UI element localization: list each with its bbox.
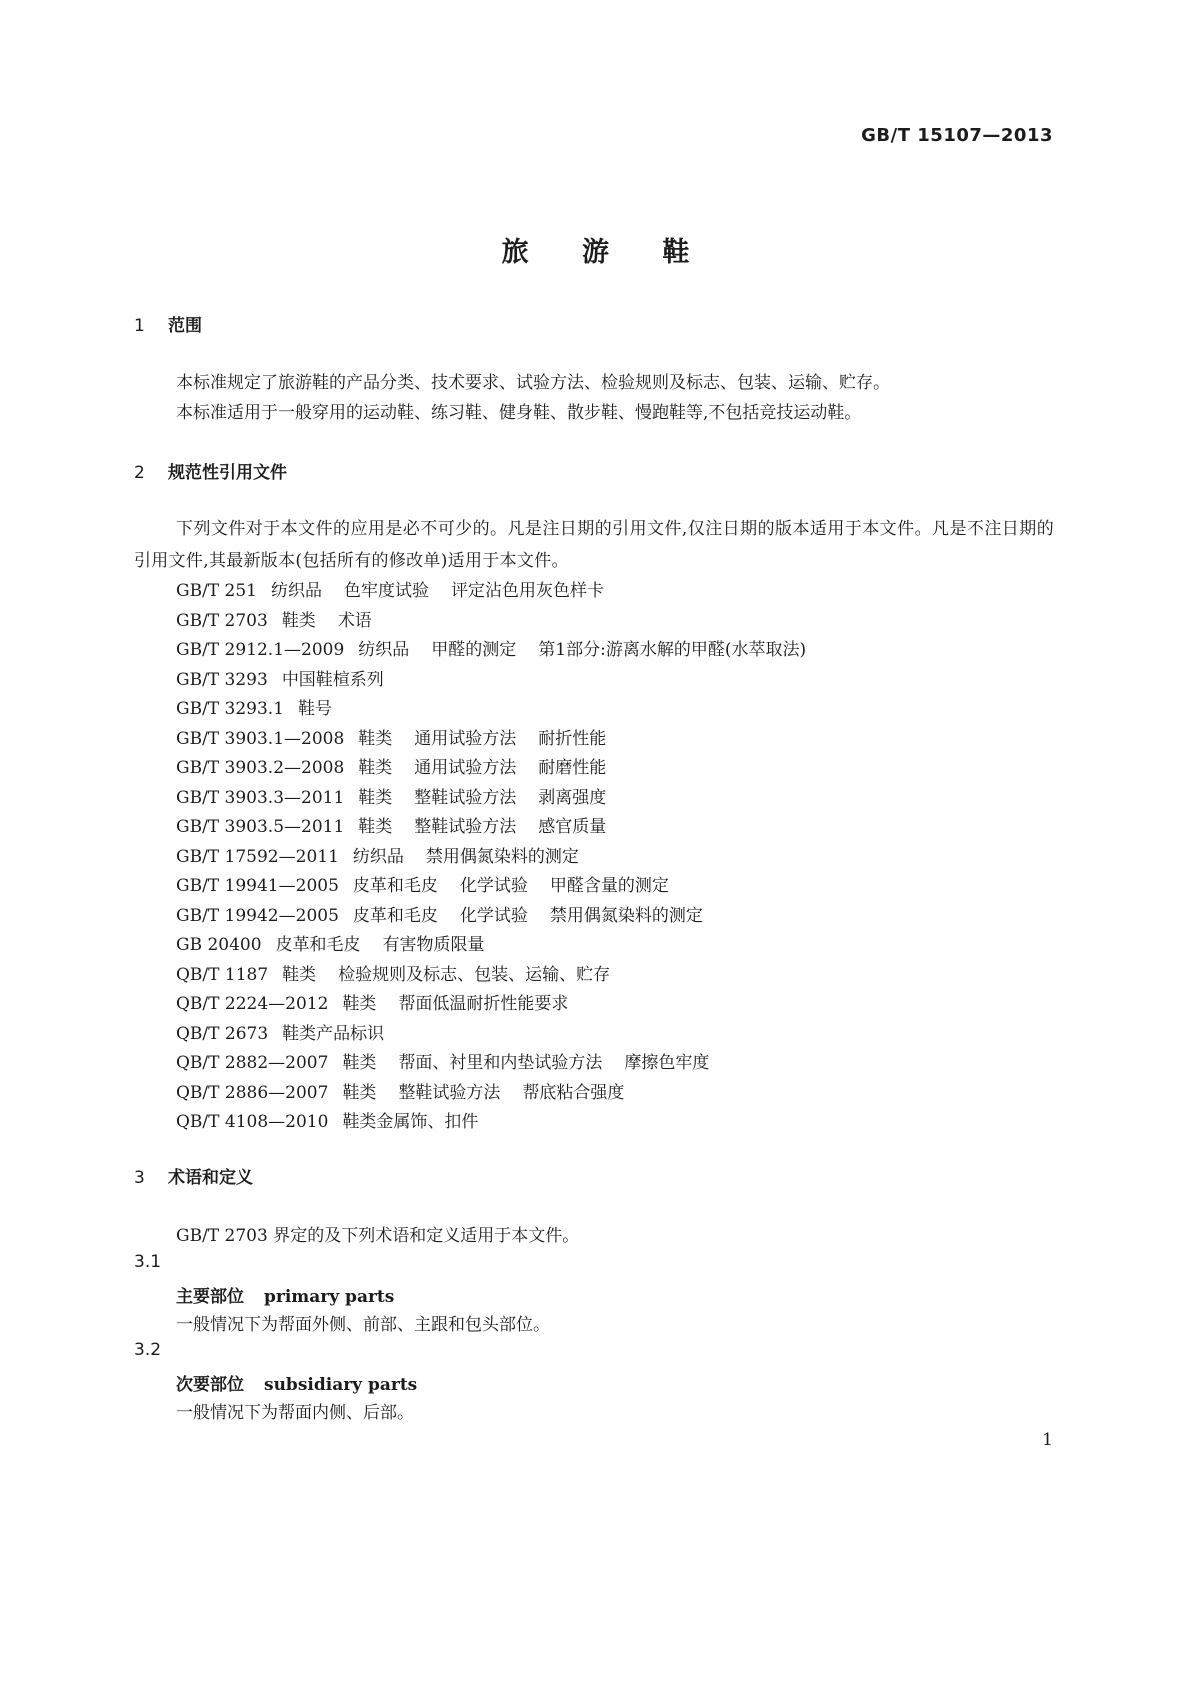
section-title: 范围 [168,316,202,336]
reference-title-part: 化学试验 [459,876,528,896]
reference-title-part: 整鞋试验方法 [414,817,517,837]
reference-code: GB/T 3903.1—2008 [176,728,345,749]
reference-title-part: 鞋类金属饰、扣件 [342,1112,479,1132]
reference-code: QB/T 4108—2010 [176,1112,329,1132]
reference-item [176,930,485,955]
reference-title-part: 鞋类产品标识 [282,1023,385,1044]
reference-title-part: 整鞋试验方法 [398,1082,501,1103]
reference-item [176,724,606,749]
standard-number: GB/T 15107—2013 [861,125,1053,146]
reference-code: GB/T 3903.2—2008 [176,758,345,778]
reference-title-part: 帮面、衬里和内垫试验方法 [398,1053,603,1073]
reference-title-part: 鞋类 [358,758,393,778]
clause-number: 3.1 [134,1252,162,1272]
reference-code: GB/T 19941—2005 [176,876,339,896]
reference-title-part: 耐折性能 [538,728,607,749]
reference-code: QB/T 2886—2007 [176,1082,329,1103]
section-1-heading [134,311,202,336]
reference-title-part: 中国鞋楦系列 [281,669,384,690]
section-title: 术语和定义 [168,1168,253,1188]
reference-title-part: 鞋类 [342,1082,377,1103]
reference-code: GB/T 2703 [176,610,268,631]
reference-code: QB/T 2882—2007 [176,1053,329,1073]
term-en: primary parts [264,1287,395,1307]
term-zh: 次要部位 [176,1375,244,1395]
reference-title-part: 耐磨性能 [538,758,607,778]
reference-code: GB/T 17592—2011 [176,846,339,867]
term-definition: 一般情况下为帮面内侧、后部。 [176,1403,414,1423]
reference-item [176,960,610,985]
reference-item [176,1048,709,1073]
term-en: subsidiary parts [264,1375,418,1395]
term-zh: 主要部位 [176,1287,244,1307]
reference-title-part: 禁用偶氮染料的测定 [425,846,579,867]
reference-title-part: 禁用偶氮染料的测定 [549,905,703,926]
reference-title-part: 通用试验方法 [414,728,517,749]
reference-code: GB/T 3903.5—2011 [176,817,345,837]
reference-title-part: 有害物质限量 [382,935,485,955]
reference-item [176,1078,624,1103]
reference-title-part: 色牢度试验 [344,581,429,601]
scope-paragraph: 本标准规定了旅游鞋的产品分类、技术要求、试验方法、检验规则及标志、包装、运输、贮存。 [176,373,890,393]
reference-code: GB/T 251 [176,581,257,601]
reference-title-part: 鞋类 [342,994,377,1014]
reference-code: GB/T 3903.3—2011 [176,787,345,808]
reference-code: GB/T 3293.1 [176,699,285,719]
reference-code: GB 20400 [176,935,262,955]
reference-title-part: 鞋类 [342,1053,377,1073]
term-heading [176,1370,417,1395]
reference-item [176,665,384,690]
reference-title-part: 甲醛的测定 [431,640,517,660]
document-title: 旅 游 鞋 [501,237,712,268]
references-intro: 下列文件对于本文件的应用是必不可少的。凡是注日期的引用文件,仅注日期的版本适用于本文件。凡是不注日期的引用文件,其最新版本(包括所有的修改单)适用于本文件。 [134,519,1054,571]
reference-title-part: 检验规则及标志、包装、运输、贮存 [338,964,611,985]
reference-code: GB/T 3293 [176,669,268,690]
reference-title-part: 鞋类 [358,817,393,837]
reference-title-part: 化学试验 [459,905,528,926]
section-number: 3 [134,1168,145,1188]
reference-title-part: 鞋类 [282,964,317,985]
reference-code: QB/T 2673 [176,1023,269,1044]
reference-title-part: 帮面低温耐折性能要求 [398,994,569,1014]
reference-title-part: 鞋类 [358,728,393,749]
term-definition: 一般情况下为帮面外侧、前部、主跟和包头部位。 [176,1315,550,1335]
reference-title-part: 鞋类 [281,610,316,631]
reference-title-part: 剥离强度 [538,787,607,808]
section-title: 规范性引用文件 [168,463,287,483]
reference-title-part: 评定沾色用灰色样卡 [451,581,604,601]
reference-code: QB/T 2224—2012 [176,994,329,1014]
reference-item [176,901,703,926]
reference-title-part: 纺织品 [358,640,410,660]
reference-title-part: 鞋号 [298,699,333,719]
reference-title-part: 第1部分:游离水解的甲醛(水萃取法) [538,640,807,660]
reference-title-part: 纺织品 [271,581,322,601]
reference-title-part: 鞋类 [358,787,393,808]
term-heading [176,1282,394,1307]
reference-code: QB/T 1187 [176,964,269,985]
reference-title-part: 皮革和毛皮 [352,905,438,926]
reference-title-part: 通用试验方法 [414,758,517,778]
terms-intro: GB/T 2703 界定的及下列术语和定义适用于本文件。 [176,1226,580,1246]
reference-code: GB/T 19942—2005 [176,905,339,926]
section-number: 2 [134,463,145,483]
reference-item [176,842,579,867]
page-number: 1 [1042,1430,1053,1450]
reference-code: GB/T 2912.1—2009 [176,640,345,660]
reference-item [176,1107,478,1132]
reference-title-part: 皮革和毛皮 [275,935,361,955]
section-number: 1 [134,316,145,336]
reference-item [176,635,806,660]
reference-title-part: 纺织品 [352,846,404,867]
reference-title-part: 甲醛含量的测定 [549,876,669,896]
reference-title-part: 整鞋试验方法 [414,787,517,808]
reference-title-part: 感官质量 [538,817,607,837]
reference-title-part: 皮革和毛皮 [352,876,438,896]
reference-item [176,783,606,808]
reference-item [176,576,604,601]
reference-item [176,753,606,778]
scope-paragraph: 本标准适用于一般穿用的运动鞋、练习鞋、健身鞋、散步鞋、慢跑鞋等,不包括竞技运动鞋。 [176,403,862,423]
reference-item [176,871,669,896]
reference-title-part: 帮底粘合强度 [522,1082,625,1103]
clause-number: 3.2 [134,1340,162,1360]
reference-item [176,694,332,719]
reference-title-part: 术语 [337,610,372,631]
reference-item [176,812,606,837]
reference-item [176,989,568,1014]
section-3-heading [134,1163,253,1188]
reference-title-part: 摩擦色牢度 [624,1053,710,1073]
section-2-heading [134,458,287,483]
reference-item [176,606,372,631]
reference-item [176,1019,384,1044]
